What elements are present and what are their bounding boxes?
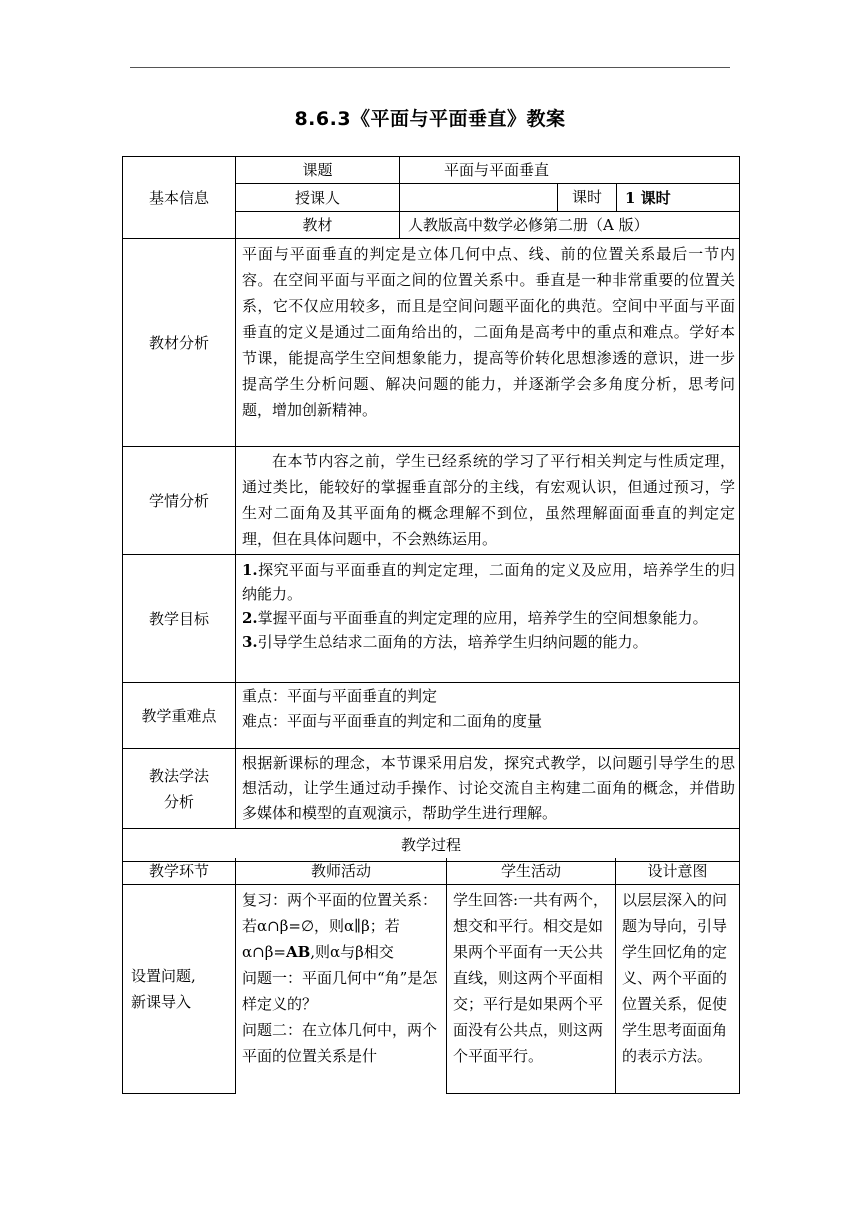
difficult-point: 难点：平面与平面垂直的判定和二面角的度量: [242, 712, 543, 730]
basic-info-label: 基本信息: [123, 157, 236, 239]
topic-label: 课题: [236, 157, 400, 184]
topic-value: 平面与平面垂直: [400, 157, 740, 184]
key-point: 重点：平面与平面垂直的判定: [242, 687, 438, 705]
teacher-value: [400, 184, 558, 211]
goals-list: [236, 555, 740, 683]
teacher-label: 授课人: [236, 184, 400, 212]
lesson-plan-table: [122, 156, 740, 862]
student-activity: 学生回答:一共有两个，想交和平行。相交是如果两个平面有一天公共直线，则这两个平面相交；平行是如果两个平面没有公共点，则这两个平面平行。: [447, 884, 616, 1093]
process-label: 教学过程: [123, 829, 740, 862]
hours-value: 1 课时: [617, 184, 740, 212]
key-points-label: 教学重难点: [123, 683, 236, 749]
header-stage: 教学环节: [123, 858, 236, 884]
goals-label: 教学目标: [123, 555, 236, 683]
goal-item: 3.引导学生总结求二面角的方法，培养学生归纳问题的能力。: [242, 633, 648, 651]
method-label: 教法学法 分析: [123, 749, 236, 829]
header-rule: [130, 67, 730, 68]
process-table: [122, 858, 740, 1094]
stage-cell: 设置问题, 新课导入: [123, 884, 236, 1093]
goal-item: 1.探究平面与平面垂直的判定定理，二面角的定义及应用，培养学生的归纳能力。: [242, 561, 736, 603]
goal-item: 2.掌握平面与平面垂直的判定定理的应用，培养学生的空间想象能力。: [242, 609, 708, 627]
header-teacher: 教师活动: [236, 858, 447, 884]
textbook-value: 人教版高中数学必修第二册（A 版）: [400, 212, 740, 239]
page-title: 8.6.3《平面与平面垂直》教案: [294, 108, 566, 130]
method-text: 根据新课标的理念，本节课采用启发，探究式教学，以问题引导学生的思想活动，让学生通过动手操作、讨论交流自主构建二面角的概念，并借助多媒体和模型的直观演示，帮助学生进行理解。: [236, 749, 740, 829]
textbook-label: 教材: [236, 212, 400, 239]
student-analysis-label: 学情分析: [123, 447, 236, 555]
design-intent: 以层层深入的问题为导向，引导学生回忆角的定义、两个平面的位置关系，促使学生思考面面角的表示方法。: [616, 884, 740, 1093]
header-student: 学生活动: [447, 858, 616, 884]
hours-label: 课时: [571, 188, 602, 206]
teacher-activity: 复习：两个平面的位置关系：若α∩β=∅，则α∥β；若α∩β=AB,则α与β相交 问题一：平面几何中“角”是怎样定义的？ 问题二：在立体几何中，两个平面的位置关系是什: [236, 884, 447, 1093]
header-intent: 设计意图: [616, 858, 740, 884]
material-analysis-text: 平面与平面垂直的判定是立体几何中点、线、前的位置关系最后一节内容。在空间平面与平面之间的位置关系中。垂直是一种非常重要的位置关系，它不仅应用较多，而且是空间问题平面化的典范。空间中平面与平面垂直的定义是通过二面角给出的，二面角是高考中的重点和难点。学好本节课，能提高学生空间想象能力，提高等价转化思想渗透的意识，进一步提高学生分析问题、解决问题的能力，并逐渐学会多角度分析，思考问题，增加创新精神。: [236, 239, 740, 447]
student-analysis-text: 在本节内容之前，学生已经系统的学习了平行相关判定与性质定理，通过类比，能较好的掌握垂直部分的主线，有宏观认识，但通过预习，学生对二面角及其平面角的概念理解不到位，虽然理解面面垂直的判定定理，但在具体问题中，不会熟练运用。: [236, 447, 740, 555]
material-analysis-label: 教材分析: [123, 239, 236, 447]
